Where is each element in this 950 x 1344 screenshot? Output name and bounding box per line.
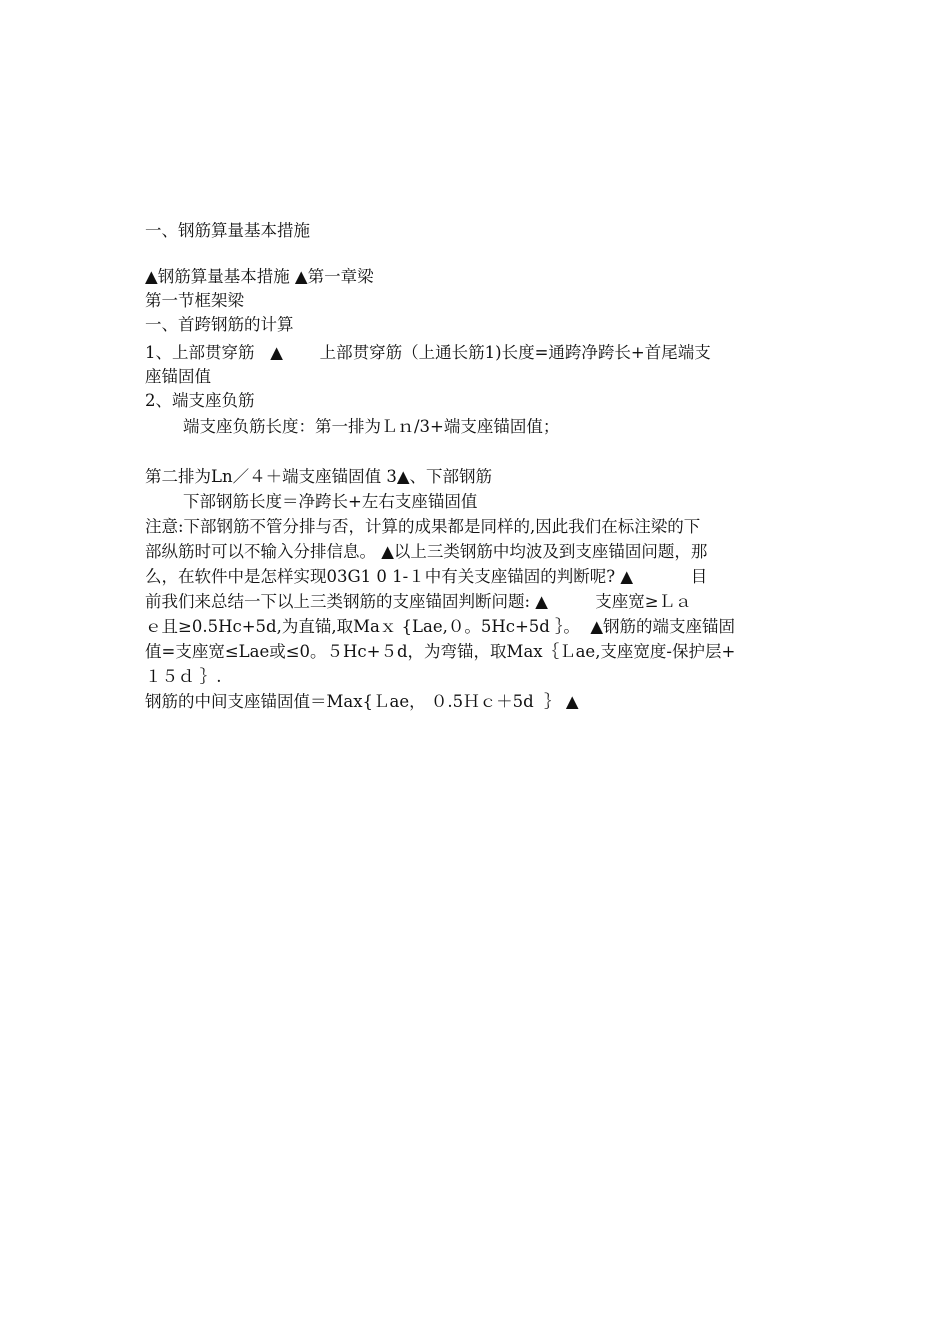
text-line-12: 部纵筋时可以不输入分排信息。 ▲以上三类钢筋中均波及到支座锚固问题，那 [145, 542, 708, 561]
text-line-7: 端支座负筋长度：第一排为Ｌｎ/3+端支座锚固值； [183, 417, 560, 436]
page-title: 一、钢筋算量基本措施 [145, 221, 310, 240]
text-line-16: 值=支座宽≤Lae或≤0。５Hc+５d，为弯锚，取Max｛Ｌae,支座宽度-保护层+ [145, 642, 736, 661]
text-line-17: １５ｄ ｝. [145, 667, 222, 686]
text-line-5: 座锚固值 [145, 367, 211, 386]
text-line-10: 下部钢筋长度＝净跨长+左右支座锚固值 [183, 492, 478, 511]
text-line-13: 么，在软件中是怎样实现03G1 0 1-１中有关支座锚固的判断呢? ▲ 目 [145, 567, 708, 586]
text-line-3: 一、首跨钢筋的计算 [145, 315, 294, 334]
text-line-9: 第二排为Ln／４＋端支座锚固值 3▲、下部钢筋 [145, 467, 493, 486]
text-line-1: ▲钢筋算量基本措施 ▲第一章梁 [145, 267, 374, 286]
text-line-2: 第一节框架梁 [145, 291, 244, 310]
text-line-11: 注意:下部钢筋不管分排与否，计算的成果都是同样的,因此我们在标注梁的下 [145, 517, 701, 536]
text-line-6: 2、端支座负筋 [145, 391, 255, 410]
text-line-14: 前我们来总结一下以上三类钢筋的支座锚固判断问题: ▲ 支座宽≥Ｌａ [145, 592, 692, 611]
text-line-4: 1、上部贯穿筋 ▲ 上部贯穿筋（上通长筋1)长度=通跨净跨长+首尾端支 [145, 343, 711, 362]
text-line-18: 钢筋的中间支座锚固值＝Max{Ｌae， ０.5Ｈｃ＋5d ｝ ▲ [145, 692, 579, 711]
text-line-15: ｅ且≥0.5Hc+5d,为直锚,取Maｘ {Lae,０。5Hc+5d ｝。 ▲钢筋的端支座锚固 [145, 617, 736, 636]
